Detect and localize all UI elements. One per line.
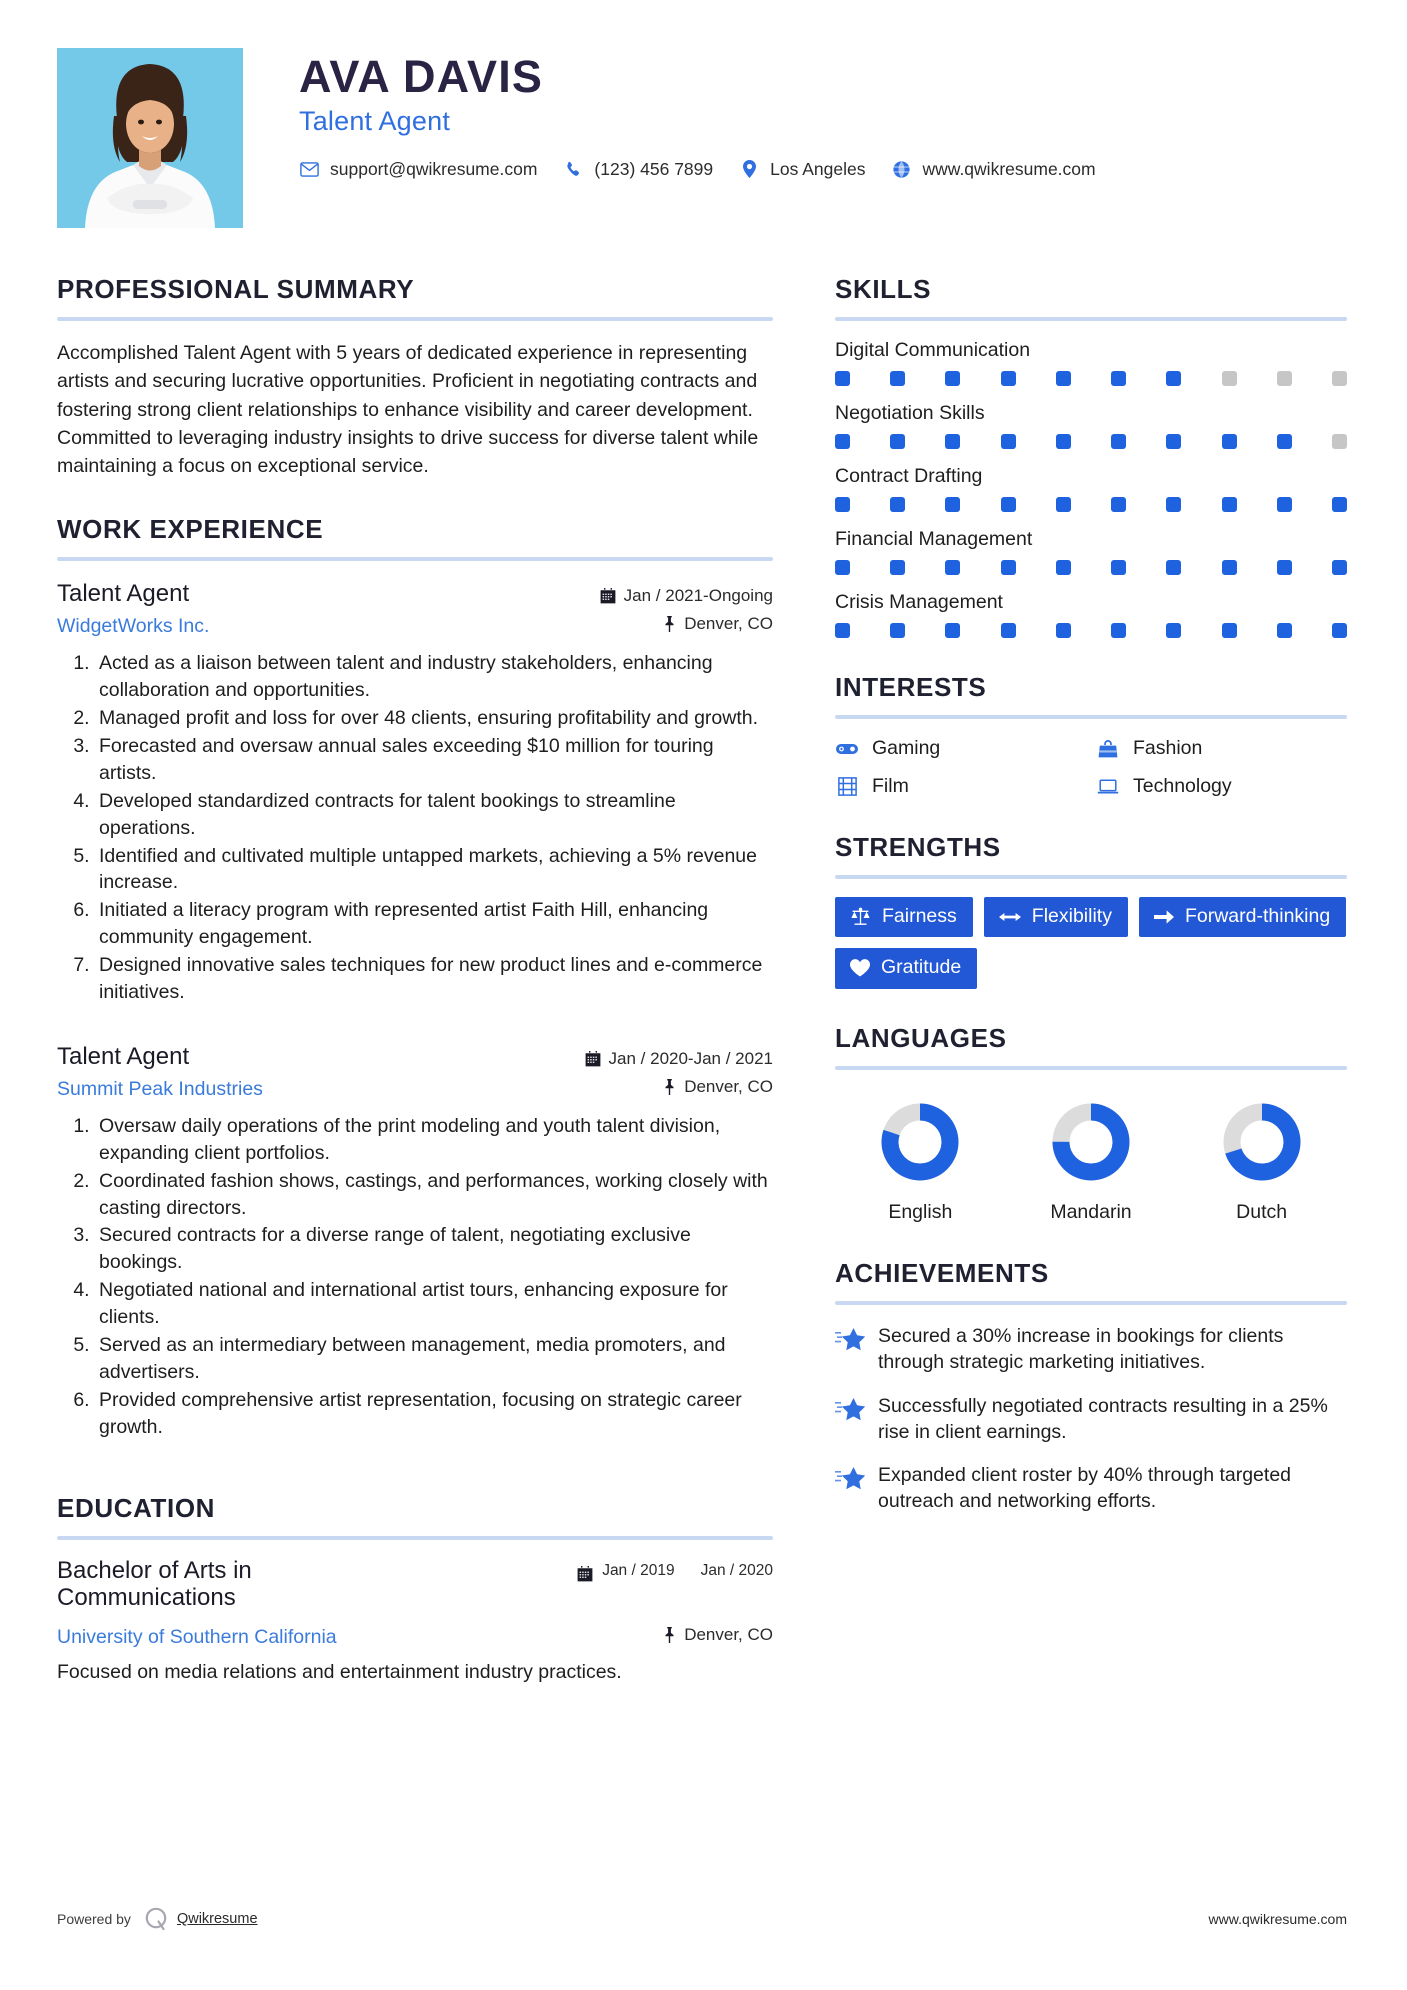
- skill-dot-filled: [1056, 560, 1071, 575]
- language-item: [1007, 1096, 1176, 1224]
- contact-row: [299, 159, 1347, 180]
- section-title-achievements: ACHIEVEMENTS: [835, 1257, 1049, 1288]
- work-bullet: 2. Managed profit and loss for over 48 clients, ensuring profitability and growth.: [95, 705, 773, 732]
- skill-dot-empty: [1332, 434, 1347, 449]
- pushpin-icon: [663, 1627, 676, 1643]
- education-description: Focused on media relations and entertainment industry practices.: [57, 1661, 622, 1684]
- skill-dot-filled: [1222, 497, 1237, 512]
- work-dates-text: Jan / 2020-Jan / 2021: [608, 1048, 773, 1068]
- skill-level-meter: [835, 497, 1347, 512]
- section-divider: [835, 317, 1347, 321]
- section-interests: [835, 672, 1347, 798]
- star-badge-icon: [835, 1466, 865, 1492]
- contact-email[interactable]: [299, 159, 537, 180]
- work-bullet: 1. Acted as a liaison between talent and industry stakeholders, enhancing collaboration and opportunities.: [95, 650, 773, 704]
- skill-dot-filled: [1001, 434, 1016, 449]
- powered-by-block: [57, 1906, 258, 1932]
- section-education: [57, 1493, 773, 1687]
- skill-dot-filled: [835, 371, 850, 386]
- skill-dot-filled: [1111, 434, 1126, 449]
- skill-level-meter: [835, 623, 1347, 638]
- work-entry: [57, 581, 773, 1006]
- star-badge-icon: [835, 1327, 865, 1353]
- interest-label: Technology: [1133, 775, 1232, 797]
- language-donut-chart: [1045, 1096, 1137, 1188]
- skill-dot-filled: [1332, 497, 1347, 512]
- skill-dot-filled: [1056, 371, 1071, 386]
- skill-dot-filled: [1056, 497, 1071, 512]
- achievement-text: Successfully negotiated contracts resulting in a 25% rise in client earnings.: [878, 1394, 1328, 1443]
- work-dates: [585, 1044, 773, 1069]
- skill-item: [835, 465, 1347, 512]
- language-donut-chart: [1216, 1096, 1308, 1188]
- work-company[interactable]: WidgetWorks Inc.: [57, 615, 210, 638]
- skill-dot-filled: [890, 434, 905, 449]
- education-location-text: Denver, CO: [684, 1625, 773, 1645]
- work-job-title: Talent Agent: [57, 1042, 190, 1070]
- interest-item: [1096, 737, 1347, 760]
- achievement-text: Expanded client roster by 40% through targeted outreach and networking efforts.: [878, 1464, 1292, 1513]
- header-text-block: [243, 48, 1347, 180]
- skill-dot-filled: [1222, 560, 1237, 575]
- powered-by-label: Powered by: [57, 1911, 131, 1927]
- section-title-work-experience: WORK EXPERIENCE: [57, 514, 324, 545]
- interest-label: Gaming: [872, 737, 941, 759]
- skill-dot-filled: [1111, 623, 1126, 638]
- language-item: [1177, 1096, 1346, 1224]
- work-bullet-list: [57, 1113, 773, 1441]
- arrows-horizontal-icon: [999, 910, 1021, 924]
- interest-label: Film: [872, 775, 909, 797]
- skill-dot-filled: [1111, 560, 1126, 575]
- skill-dot-filled: [1222, 434, 1237, 449]
- section-skills: [835, 274, 1347, 638]
- achievement-text: Secured a 30% increase in bookings for clients through strategic marketing initiatives.: [878, 1324, 1284, 1374]
- skill-dot-filled: [890, 497, 905, 512]
- language-item: [836, 1096, 1005, 1224]
- interest-item: [1096, 775, 1347, 798]
- globe-icon: [892, 159, 912, 179]
- education-date-end: Jan / 2020: [700, 1561, 773, 1579]
- work-location-text: Denver, CO: [684, 614, 773, 634]
- interest-label: Fashion: [1133, 737, 1203, 759]
- skill-dot-empty: [1277, 371, 1292, 386]
- strength-chip-forward-thinking[interactable]: [1139, 897, 1346, 937]
- achievement-item: [835, 1462, 1347, 1515]
- film-strip-icon: [835, 776, 859, 798]
- qwikresume-logo-icon: [143, 1906, 169, 1932]
- strength-chip-gratitude[interactable]: [835, 948, 977, 988]
- interest-item: [835, 737, 1086, 760]
- laptop-icon: [1096, 776, 1120, 798]
- strength-label: Gratitude: [881, 956, 962, 979]
- phone-icon: [563, 159, 583, 179]
- skill-dot-filled: [945, 497, 960, 512]
- work-location: [663, 614, 773, 634]
- section-title-strengths: STRENGTHS: [835, 832, 1001, 862]
- skill-dot-filled: [1332, 623, 1347, 638]
- contact-phone-text: (123) 456 7899: [594, 158, 714, 179]
- skill-dot-filled: [1166, 371, 1181, 386]
- skill-dot-filled: [1222, 623, 1237, 638]
- achievement-item: [835, 1323, 1347, 1376]
- calendar-icon: [600, 588, 616, 604]
- arrow-right-icon: [1154, 909, 1174, 925]
- achievement-item: [835, 1393, 1347, 1446]
- resume-columns: [0, 274, 1407, 1721]
- contact-phone[interactable]: [563, 159, 713, 180]
- envelope-icon: [299, 159, 319, 179]
- work-job-title: Talent Agent: [57, 580, 190, 608]
- education-school[interactable]: University of Southern California: [57, 1626, 337, 1649]
- skill-dot-filled: [945, 434, 960, 449]
- skill-dot-filled: [1001, 623, 1016, 638]
- pushpin-icon: [663, 616, 676, 632]
- skill-dot-filled: [1166, 560, 1181, 575]
- contact-email-text: support@qwikresume.com: [330, 158, 538, 179]
- education-dates: [577, 1558, 773, 1582]
- education-degree: Bachelor of Arts in Communications: [57, 1556, 252, 1611]
- work-company[interactable]: Summit Peak Industries: [57, 1077, 263, 1100]
- skill-dot-filled: [1277, 560, 1292, 575]
- skill-dot-filled: [1277, 623, 1292, 638]
- section-divider: [57, 557, 773, 561]
- skill-label: Crisis Management: [835, 591, 1003, 613]
- work-bullet-list: [57, 650, 773, 1006]
- skill-dot-filled: [1277, 497, 1292, 512]
- section-title-education: EDUCATION: [57, 1492, 216, 1523]
- skill-dot-filled: [1111, 497, 1126, 512]
- calendar-icon: [577, 1566, 593, 1582]
- calendar-icon: [585, 1051, 601, 1067]
- section-divider: [57, 317, 773, 321]
- work-bullet: 6. Provided comprehensive artist representation, focusing on strategic career growth.: [95, 1387, 773, 1441]
- language-label: Dutch: [1236, 1200, 1288, 1223]
- skill-dot-filled: [1166, 497, 1181, 512]
- section-divider: [835, 1066, 1347, 1070]
- gamepad-icon: [835, 738, 859, 760]
- skill-item: [835, 402, 1347, 449]
- contact-location: [739, 159, 865, 180]
- work-bullet: 4. Negotiated national and international artist tours, enhancing exposure for clients.: [95, 1277, 773, 1331]
- skill-dot-filled: [1277, 434, 1292, 449]
- job-role-subtitle: Talent Agent: [299, 105, 451, 136]
- skill-dot-empty: [1332, 371, 1347, 386]
- page-title: AVA DAVIS: [299, 51, 544, 102]
- skill-dot-filled: [835, 560, 850, 575]
- skill-dot-filled: [835, 434, 850, 449]
- education-entry: [57, 1558, 773, 1687]
- skill-dot-filled: [945, 560, 960, 575]
- footer-website-url[interactable]: www.qwikresume.com: [1208, 1911, 1347, 1927]
- skill-dot-filled: [1056, 623, 1071, 638]
- language-label: Mandarin: [1050, 1200, 1132, 1223]
- skill-dot-filled: [835, 497, 850, 512]
- skill-dot-filled: [890, 560, 905, 575]
- section-languages: [835, 1023, 1347, 1224]
- skill-dot-filled: [1332, 560, 1347, 575]
- interest-item: [835, 775, 1086, 798]
- skill-dot-filled: [945, 623, 960, 638]
- education-date-start: Jan / 2019: [602, 1561, 675, 1579]
- qwikresume-brand-link[interactable]: Qwikresume: [176, 1911, 258, 1927]
- strength-chip-flexibility[interactable]: [984, 897, 1128, 937]
- contact-website[interactable]: [892, 159, 1096, 180]
- skill-dot-filled: [890, 623, 905, 638]
- left-column: [57, 274, 773, 1721]
- heart-icon: [850, 959, 870, 977]
- resume-header: [0, 0, 1407, 228]
- strengths-chip-list: [835, 897, 1347, 989]
- section-strengths: [835, 832, 1347, 989]
- work-bullet: 7. Designed innovative sales techniques for new product lines and e-commerce initiatives.: [95, 952, 773, 1006]
- professional-summary-text: Accomplished Talent Agent with 5 years of dedicated experience in representing artists and securing lucrative opportunities. Proficient in negotiating contracts and fostering strong client relationships to enhance visibility and career development. Committed to leveraging industry insights to drive success for diverse talent while maintaining a focus on exceptional service.: [57, 342, 759, 478]
- skill-level-meter: [835, 371, 1347, 386]
- page-footer: [57, 1906, 1347, 1932]
- skill-label: Digital Communication: [835, 339, 1031, 361]
- strength-label: Fairness: [882, 905, 957, 927]
- skill-dot-filled: [1166, 623, 1181, 638]
- section-title-professional-summary: PROFESSIONAL SUMMARY: [57, 274, 415, 304]
- work-bullet: 5. Identified and cultivated multiple untapped markets, achieving a 5% revenue increase.: [95, 843, 773, 897]
- language-donut-chart: [874, 1096, 966, 1188]
- section-divider: [835, 875, 1347, 879]
- education-location: [663, 1625, 773, 1645]
- pushpin-icon: [663, 1079, 676, 1095]
- skill-dot-filled: [835, 623, 850, 638]
- skill-dot-filled: [1166, 434, 1181, 449]
- skill-item: [835, 339, 1347, 386]
- skill-label: Negotiation Skills: [835, 402, 985, 424]
- skill-label: Financial Management: [835, 528, 1033, 550]
- section-title-languages: LANGUAGES: [835, 1022, 1007, 1053]
- skill-level-meter: [835, 560, 1347, 575]
- work-dates: [600, 581, 773, 606]
- right-column: [773, 274, 1347, 1549]
- skill-dot-filled: [945, 371, 960, 386]
- skill-item: [835, 528, 1347, 575]
- work-location: [663, 1077, 773, 1097]
- skill-dot-filled: [1001, 497, 1016, 512]
- star-badge-icon: [835, 1397, 865, 1423]
- skill-dot-filled: [1111, 371, 1126, 386]
- section-work-experience: [57, 514, 773, 1440]
- work-location-text: Denver, CO: [684, 1076, 773, 1096]
- work-bullet: 4. Developed standardized contracts for talent bookings to streamline operations.: [95, 788, 773, 842]
- work-bullet: 1. Oversaw daily operations of the print modeling and youth talent division, expanding client portfolios.: [95, 1113, 773, 1167]
- skill-dot-filled: [1001, 371, 1016, 386]
- work-bullet: 2. Coordinated fashion shows, castings, and performances, working closely with casting directors.: [95, 1168, 773, 1222]
- skill-dot-filled: [890, 371, 905, 386]
- map-pin-icon: [739, 159, 759, 179]
- profile-photo: [57, 48, 243, 228]
- skill-level-meter: [835, 434, 1347, 449]
- skill-label: Contract Drafting: [835, 465, 983, 487]
- language-label: English: [888, 1200, 953, 1223]
- skills-list: [835, 339, 1347, 638]
- work-entry: [57, 1044, 773, 1441]
- section-title-interests: INTERESTS: [835, 672, 987, 702]
- section-professional-summary: [57, 274, 773, 480]
- contact-location-text: Los Angeles: [770, 158, 866, 179]
- skill-dot-empty: [1222, 371, 1237, 386]
- strength-label: Forward-thinking: [1184, 905, 1331, 927]
- section-divider: [835, 1301, 1347, 1305]
- contact-website-text: www.qwikresume.com: [922, 158, 1096, 179]
- interests-grid: [835, 737, 1347, 798]
- section-divider: [57, 1536, 773, 1540]
- work-bullet: 5. Served as an intermediary between management, media promoters, and advertisers.: [95, 1332, 773, 1386]
- section-achievements: [835, 1258, 1347, 1515]
- handbag-icon: [1096, 738, 1120, 760]
- work-dates-text: Jan / 2021-Ongoing: [623, 586, 773, 606]
- strength-chip-fairness[interactable]: [835, 897, 973, 937]
- scales-icon: [850, 907, 871, 926]
- skill-dot-filled: [1001, 560, 1016, 575]
- skill-item: [835, 591, 1347, 638]
- section-title-skills: SKILLS: [835, 274, 932, 304]
- strength-label: Flexibility: [1031, 905, 1112, 927]
- languages-list: [835, 1088, 1347, 1224]
- work-bullet: 6. Initiated a literacy program with represented artist Faith Hill, enhancing community engagement.: [95, 897, 773, 951]
- work-bullet: 3. Forecasted and oversaw annual sales exceeding $10 million for touring artists.: [95, 733, 773, 787]
- skill-dot-filled: [1056, 434, 1071, 449]
- section-divider: [835, 715, 1347, 719]
- work-bullet: 3. Secured contracts for a diverse range of talent, negotiating exclusive bookings.: [95, 1222, 773, 1276]
